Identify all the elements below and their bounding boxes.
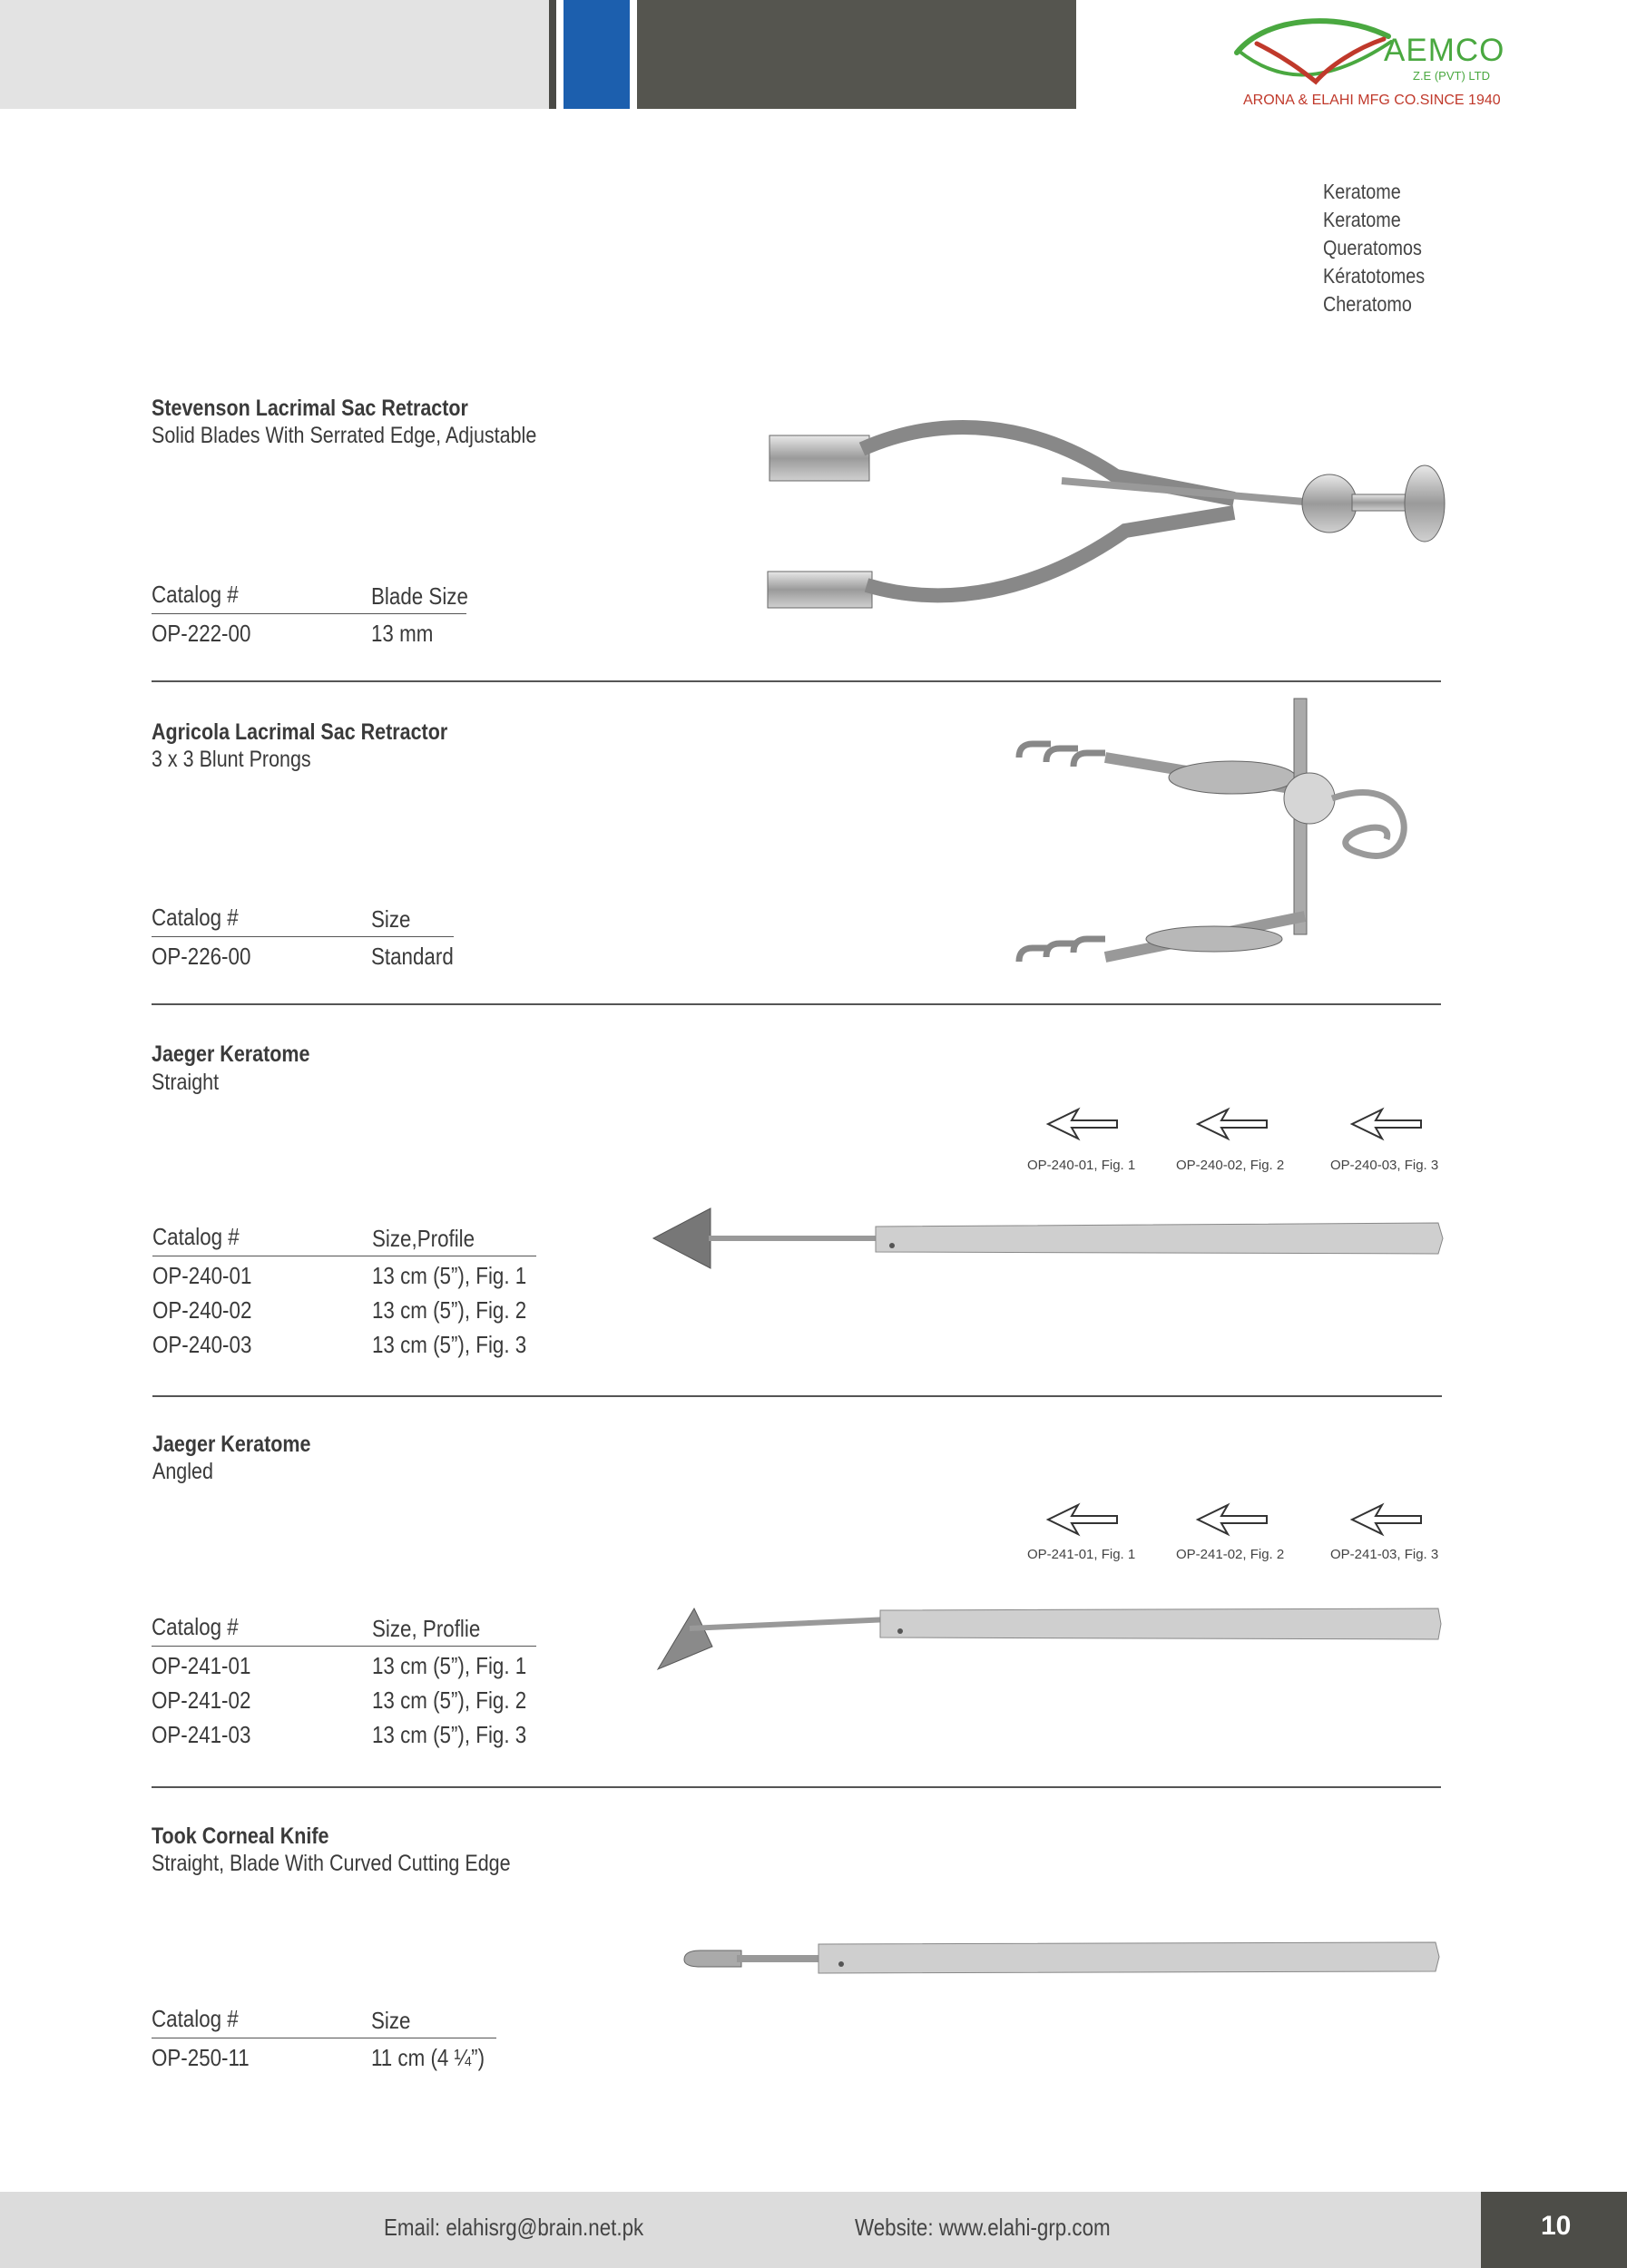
- section-divider: [152, 1395, 1442, 1397]
- jaeger-keratome-straight-image: [649, 1205, 1443, 1273]
- figure-label: OP-241-01, Fig. 1: [1027, 1547, 1136, 1562]
- figure-label: OP-241-03, Fig. 3: [1330, 1547, 1439, 1562]
- keratome-blade-outline-icon: [1046, 1108, 1119, 1140]
- footer-email: Email: elahisrg@brain.net.pk: [384, 2214, 644, 2241]
- size-value: Standard: [371, 943, 454, 970]
- keratome-blade-outline-icon: [1350, 1503, 1423, 1536]
- catalog-number: OP-226-00: [152, 943, 251, 970]
- size-header: Size,Profile: [372, 1225, 475, 1252]
- stevenson-retractor-image: [762, 413, 1452, 631]
- company-logo: [1230, 16, 1520, 116]
- jaeger-keratome-angled-image: [653, 1601, 1443, 1674]
- table-header-rule: [152, 1646, 536, 1647]
- product-subtitle: Straight, Blade With Curved Cutting Edge: [152, 1851, 511, 1876]
- figure-label: OP-240-02, Fig. 2: [1176, 1158, 1285, 1173]
- product-subtitle: Solid Blades With Serrated Edge, Adjustable: [152, 423, 537, 448]
- size-header: Blade Size: [371, 582, 468, 610]
- catalog-number: OP-250-11: [152, 2044, 250, 2071]
- keratome-blade-outline-icon: [1046, 1503, 1119, 1536]
- catalog-header: Catalog #: [152, 1223, 240, 1250]
- section-divider: [152, 1003, 1441, 1005]
- logo-subtitle: Z.E (PVT) LTD: [1413, 69, 1490, 83]
- figure-label: OP-241-02, Fig. 2: [1176, 1547, 1285, 1562]
- leaf-swoosh-logo-icon: [1230, 16, 1402, 89]
- table-header-rule: [152, 613, 466, 614]
- product-title: Jaeger Keratome: [152, 1432, 311, 1457]
- category-name-it: Cheratomo: [1323, 292, 1412, 316]
- catalog-number: OP-241-01: [152, 1652, 251, 1679]
- product-title: Agricola Lacrimal Sac Retractor: [152, 719, 448, 745]
- product-subtitle: Straight: [152, 1070, 220, 1095]
- catalog-number: OP-241-02: [152, 1686, 251, 1714]
- header-band-light: [0, 0, 549, 109]
- size-header: Size, Proflie: [372, 1615, 481, 1642]
- agricola-retractor-image: [1014, 694, 1450, 993]
- keratome-blade-outline-icon: [1350, 1108, 1423, 1140]
- header-band-divider: [549, 0, 556, 109]
- product-subtitle: 3 x 3 Blunt Prongs: [152, 747, 311, 772]
- catalog-header: Catalog #: [152, 2005, 239, 2032]
- category-name-en: Keratome: [1323, 180, 1401, 203]
- size-value: 13 mm: [371, 620, 434, 647]
- size-value: 13 cm (5”), Fig. 3: [372, 1331, 527, 1358]
- size-value: 13 cm (5”), Fig. 2: [372, 1296, 527, 1324]
- keratome-blade-outline-icon: [1196, 1108, 1269, 1140]
- size-header: Size: [371, 2007, 411, 2034]
- catalog-number: OP-222-00: [152, 620, 251, 647]
- category-name-es: Queratomos: [1323, 236, 1422, 259]
- size-value: 13 cm (5”), Fig. 1: [372, 1262, 527, 1289]
- section-divider: [152, 1786, 1441, 1788]
- catalog-number: OP-240-02: [152, 1296, 252, 1324]
- category-names: [1323, 178, 1425, 318]
- size-value: 13 cm (5”), Fig. 2: [372, 1686, 527, 1714]
- catalog-header: Catalog #: [152, 1613, 239, 1640]
- product-title: Jaeger Keratome: [152, 1041, 310, 1067]
- footer-website: Website: www.elahi-grp.com: [855, 2214, 1111, 2241]
- figure-label: OP-240-01, Fig. 1: [1027, 1158, 1136, 1173]
- took-corneal-knife-image: [682, 1937, 1440, 1982]
- catalog-number: OP-240-01: [152, 1262, 252, 1289]
- size-value: 11 cm (4 ¼”): [371, 2044, 485, 2071]
- logo-brand: AEMCO: [1384, 33, 1505, 68]
- section-divider: [152, 680, 1441, 682]
- size-value: 13 cm (5”), Fig. 1: [372, 1652, 527, 1679]
- page-number: 10: [1541, 2211, 1572, 2241]
- catalog-number: OP-240-03: [152, 1331, 252, 1358]
- size-value: 13 cm (5”), Fig. 3: [372, 1721, 527, 1748]
- logo-tagline: ARONA & ELAHI MFG CO.SINCE 1940: [1243, 93, 1501, 108]
- product-title: Took Corneal Knife: [152, 1823, 329, 1849]
- catalog-number: OP-241-03: [152, 1721, 251, 1748]
- table-header-rule: [152, 936, 454, 937]
- product-title: Stevenson Lacrimal Sac Retractor: [152, 396, 468, 421]
- category-name-fr: Kératotomes: [1323, 264, 1426, 288]
- footer-bar: [0, 2192, 1481, 2268]
- catalog-header: Catalog #: [152, 904, 239, 931]
- category-name-de: Keratome: [1323, 208, 1401, 231]
- figure-label: OP-240-03, Fig. 3: [1330, 1158, 1439, 1173]
- header-band-blue: [564, 0, 630, 109]
- product-subtitle: Angled: [152, 1459, 213, 1484]
- header-band-dark: [637, 0, 1076, 109]
- size-header: Size: [371, 905, 411, 933]
- catalog-header: Catalog #: [152, 581, 239, 608]
- keratome-blade-outline-icon: [1196, 1503, 1269, 1536]
